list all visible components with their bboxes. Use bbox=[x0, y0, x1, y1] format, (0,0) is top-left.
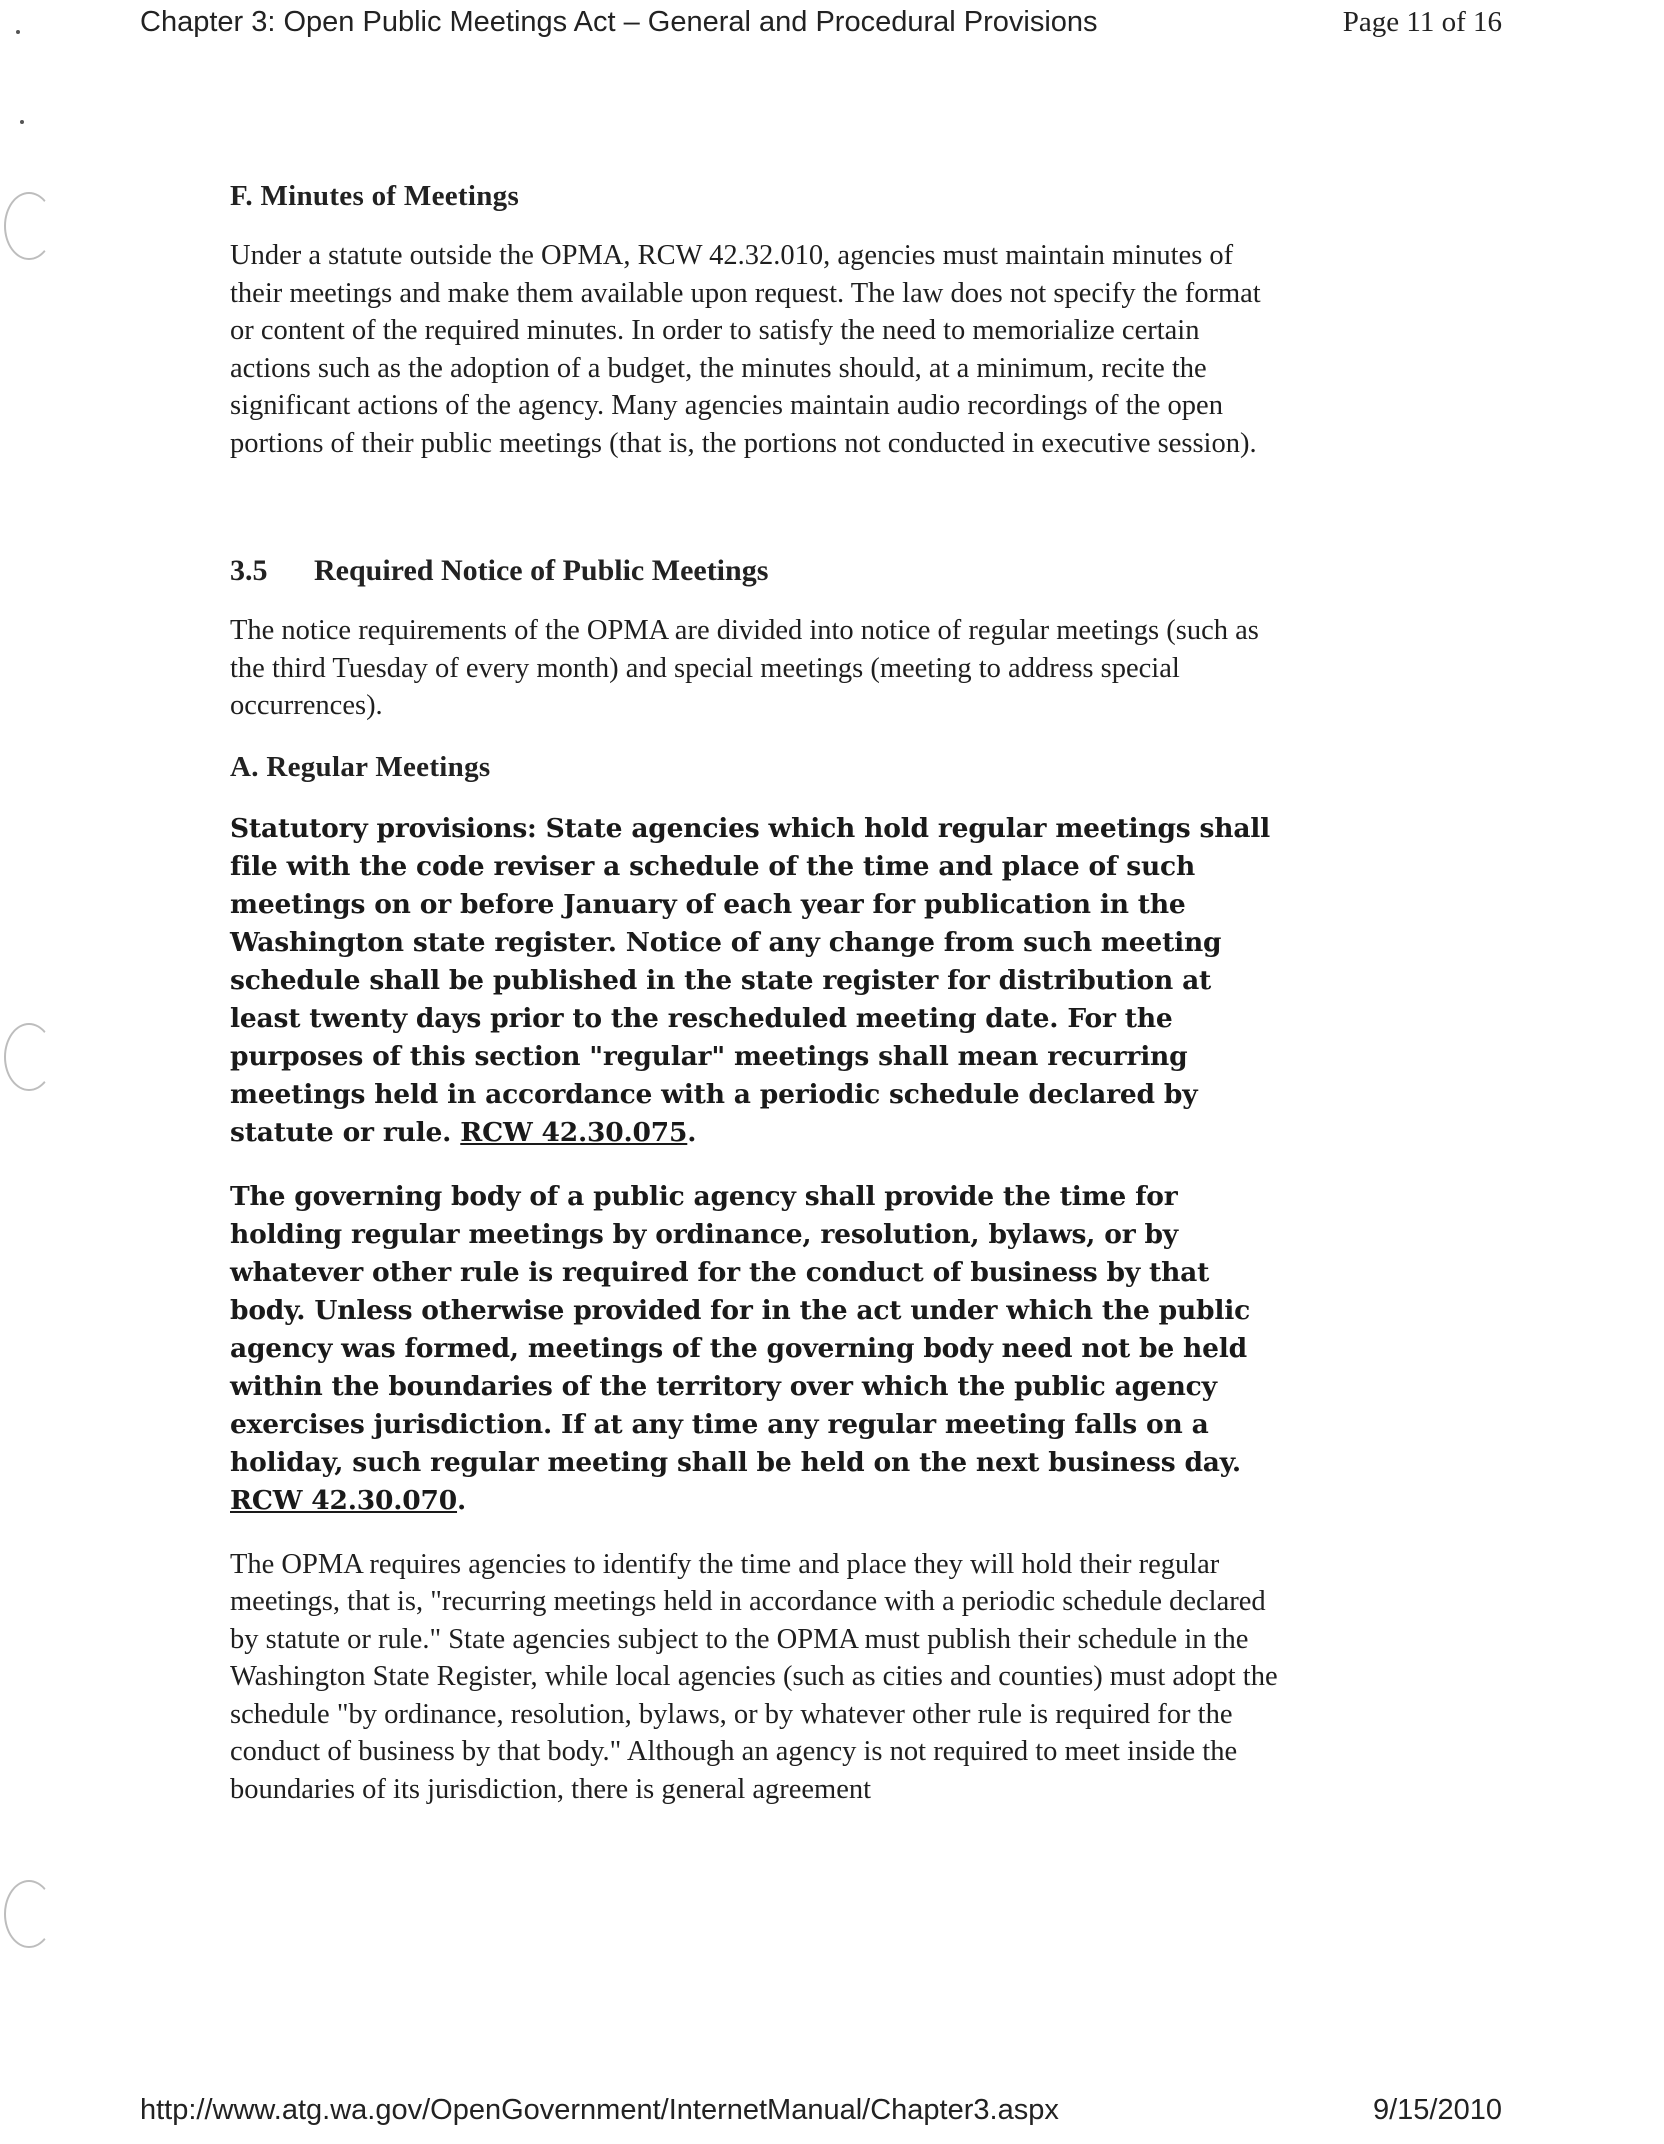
statute-text: Statutory provisions: State agencies which hold regular meetings shall file with the code reviser a schedule of the time and place of such meetings on or before January of each year for publication in the Washington state register. Notice of any change from such meeting schedule shall be published in the state register for distribution at least twenty days prior to the rescheduled meeting date. For the purposes of this section "regular" meetings shall mean recurring meetings held in accordance with a periodic schedule declared by statute or rule. bbox=[230, 812, 1271, 1148]
page-header bbox=[0, 6, 1664, 50]
rcw-link-42-30-075[interactable]: RCW 42.30.075 bbox=[460, 1116, 688, 1148]
minutes-paragraph: Under a statute outside the OPMA, RCW 42.32.010, agencies must maintain minutes of their meetings and make them available upon request. The law does not specify the format or content of the required minutes. In order to satisfy the need to memorialize certain actions such as the adoption of a budget, the minutes should, at a minimum, recite the significant actions of the agency. Many agencies maintain audio recordings of the open portions of their public meetings (that is, the portions not conducted in executive session). bbox=[230, 240, 1261, 459]
page-number: Page 11 of 16 bbox=[1342, 6, 1502, 38]
scan-speck bbox=[16, 30, 20, 34]
section-heading-notice bbox=[230, 554, 1280, 588]
period: . bbox=[687, 1116, 697, 1148]
statute-quote-2 bbox=[230, 1178, 1280, 1520]
punch-hole-icon bbox=[4, 1880, 54, 1948]
period: . bbox=[457, 1484, 467, 1516]
print-date: 9/15/2010 bbox=[1372, 2094, 1502, 2126]
document-body bbox=[230, 170, 1280, 1808]
punch-hole-icon bbox=[4, 192, 54, 260]
section-heading-minutes: F. Minutes of Meetings bbox=[230, 180, 520, 212]
document-title: Chapter 3: Open Public Meetings Act – General and Procedural Provisions bbox=[140, 6, 1098, 38]
section-heading-regular: A. Regular Meetings bbox=[230, 750, 491, 783]
rcw-link-42-30-070[interactable]: RCW 42.30.070 bbox=[230, 1484, 458, 1516]
section-title: Required Notice of Public Meetings bbox=[314, 554, 769, 587]
punch-hole-icon bbox=[4, 1023, 54, 1091]
notice-intro-paragraph: The notice requirements of the OPMA are divided into notice of regular meetings (such as the third Tuesday of every month) and special meetings (meeting to address special occurrences). bbox=[230, 615, 1259, 721]
source-url: http://www.atg.wa.gov/OpenGovernment/InternetManual/Chapter3.aspx bbox=[140, 2094, 1059, 2126]
statute-text: The governing body of a public agency shall provide the time for holding regular meetings by ordinance, resolution, bylaws, or by whatever other rule is required for the conduct of business by that body. Unless otherwise provided for in the act under which the public agency was formed, meetings of the governing body need not be held within the boundaries of the territory over which the public agency exercises jurisdiction. If at any time any regular meeting falls on a holiday, such regular meeting shall be held on the next business day. bbox=[230, 1180, 1251, 1478]
scan-speck bbox=[20, 120, 24, 124]
statute-quote-1 bbox=[230, 810, 1280, 1152]
regular-meetings-paragraph: The OPMA requires agencies to identify the time and place they will hold their regular meetings, that is, "recurring meetings held in accordance with a periodic schedule declared by statute or rule." State agencies subject to the OPMA must publish their schedule in the Washington State Register, while local agencies (such as cities and counties) must adopt the schedule "by ordinance, resolution, bylaws, or by whatever other rule is required for the conduct of business by that body." Although an agency is not required to meet inside the boundaries of its jurisdiction, there is general agreement bbox=[230, 1548, 1278, 1805]
page-footer bbox=[0, 2094, 1664, 2138]
section-number: 3.5 bbox=[230, 554, 268, 587]
